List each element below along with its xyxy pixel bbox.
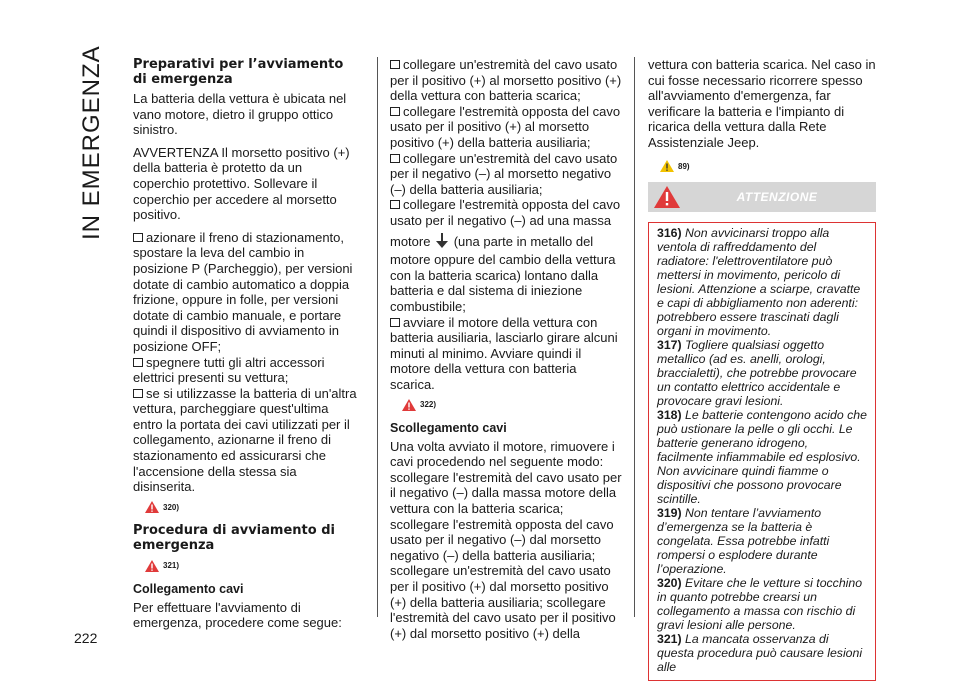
warning-reference: 322): [390, 396, 622, 413]
heading-preparation: Preparativi per l’avviamento di emergenza: [133, 57, 344, 87]
list-item: collegare l'estremità opposta del cavo usato per il negativo (–) ad una massa: [390, 197, 621, 228]
list-item: avviare il motore della vettura con batteria ausiliaria, lasciarlo girare alcuni minuti al minimo. Avviare quindi il motore della vettura con batteria scarica.: [390, 314, 618, 392]
list-item: collegare un'estremità del cavo usato per il positivo (+) al morsetto positivo (+) della vettura con batteria scarica;: [390, 57, 622, 104]
checkbox-icon: [390, 200, 400, 209]
column-3: [648, 57, 876, 681]
list-item: azionare il freno di stazionamento, spostare la leva del cambio in posizione P (Parcheggio), per versioni dotate di cambio automatico a doppia frizione, oppure in folle, per versioni dotate di cambio manuale, e portare quindi il dispositivo di avviamento in posizione OFF;: [133, 229, 353, 354]
warning-item: 320) Evitare che le vetture si tocchino in quanto potrebbe crearsi un collegamento a massa con rischio di gravi lesioni alle persone.: [657, 576, 863, 633]
heading-procedure: Procedura di avviamento di emergenza: [133, 523, 335, 554]
paragraph: La batteria della vettura è ubicata nel vano motore, dietro il gruppo ottico sinistro.: [133, 91, 347, 138]
paragraph: Una volta avviato il motore, rimuovere i cavi procedendo nel seguente modo: scollegare l'estremità del cavo usato per il negativo (–) dalla massa motore della vettura con la batteria scarica; scollegare l'estremità opposta del cavo usato per il negativo (–) dal morsetto negativo (–) della batteria ausiliaria; scollegare un'estremità del cavo usato per il positivo (+) dal morsetto positivo (+) della batteria ausiliaria; scollegare l'estremità del cavo usato per il positivo (+) dal morsetto positivo (+) della: [390, 438, 622, 641]
paragraph: Per effettuare l'avviamento di emergenza, procedere come segue:: [133, 599, 342, 631]
list-item: motore (una parte in metallo del motore oppure del cambio della vettura con la batteria scarica) lontano dalla batteria e dal sistema di iniezione combustibile;: [390, 233, 616, 314]
checkbox-icon: [390, 318, 400, 327]
subheading-connection: Collegamento cavi: [133, 581, 244, 596]
warning-item: 316) Non avvicinarsi troppo alla ventola di raffreddamento del radiatore: l'elettroventilatore può mettersi in movimento, pericolo di lesioni. Attenzione a sciarpe, cravatte e capi di abbigliamento non aderenti: potrebbero essere trascinati dagli organi in movimento.: [657, 226, 861, 339]
warning-item: 319) Non tentare l’avviamento d’emergenza se la batteria è congelata. Essa potrebbe infatti rompersi o esplodere durante l’operazione.: [657, 506, 830, 577]
paragraph: AVVERTENZA Il morsetto positivo (+) della batteria è protetto da un coperchio protettivo. Sollevare il coperchio per accedere al morsetto positivo.: [133, 144, 350, 223]
warning-icon: [145, 560, 159, 572]
warning-item: 317) Togliere qualsiasi oggetto metallico (ad es. anelli, orologi, braccialetti), che potrebbe provocare un contatto elettrico accidentale e provocare gravi lesioni.: [657, 338, 857, 409]
checkbox-icon: [133, 233, 143, 242]
attention-box: [648, 222, 876, 681]
caution-icon: [660, 160, 674, 172]
attention-title: ATTENZIONE: [736, 190, 818, 205]
column-divider: [377, 57, 378, 617]
warning-item: 321) La mancata osservanza di questa procedura può causare lesioni alle: [657, 632, 863, 675]
warning-reference: 321): [133, 557, 358, 574]
checkbox-icon: [390, 154, 400, 163]
subheading-disconnection: Scollegamento cavi: [390, 421, 507, 436]
warning-icon: [402, 399, 416, 411]
ground-icon: [436, 233, 448, 253]
checkbox-icon: [133, 358, 143, 367]
paragraph: vettura con batteria scarica. Nel caso in cui fosse necessario ricorrere spesso all'avviamento d'emergenza, far verificare la batteria e l'impianto di ricarica della vettura dalla Rete Assistenziale Jeep.: [648, 57, 876, 150]
warning-icon: [145, 501, 159, 513]
column-1: [133, 57, 358, 638]
list-item: collegare un'estremità del cavo usato per il negativo (–) al morsetto negativo (–) della batteria ausiliaria;: [390, 150, 618, 197]
list-item: se si utilizzasse la batteria di un'altra vettura, parcheggiare quest'ultima entro la portata dei cavi utilizzati per il collegamento, azionarne il freno di stazionamento ed assicurarsi che l'accensione della stessa sia disinserita.: [133, 385, 357, 495]
page-number: 222: [74, 630, 98, 646]
warning-reference: 320): [133, 499, 358, 516]
warning-reference: 89): [648, 158, 876, 175]
column-divider: [634, 57, 635, 617]
column-2: [390, 57, 622, 648]
checkbox-icon: [133, 389, 143, 398]
attention-header: [648, 182, 876, 212]
list-item: spegnere tutti gli altri accessori elettrici presenti su vettura;: [133, 354, 325, 386]
list-item: collegare l'estremità opposta del cavo usato per il positivo (+) al morsetto positivo (+) della batteria ausiliaria;: [390, 103, 621, 150]
checkbox-icon: [390, 60, 400, 69]
checkbox-icon: [390, 107, 400, 116]
section-title: IN EMERGENZA: [78, 45, 105, 240]
warning-item: 318) Le batterie contengono acido che può ustionare la pelle o gli occhi. Le batterie generano idrogeno, facilmente infiammabile ed esplosivo. Non avvicinare quindi fiamme o dispositivi che possono provocare scintille.: [657, 408, 867, 507]
